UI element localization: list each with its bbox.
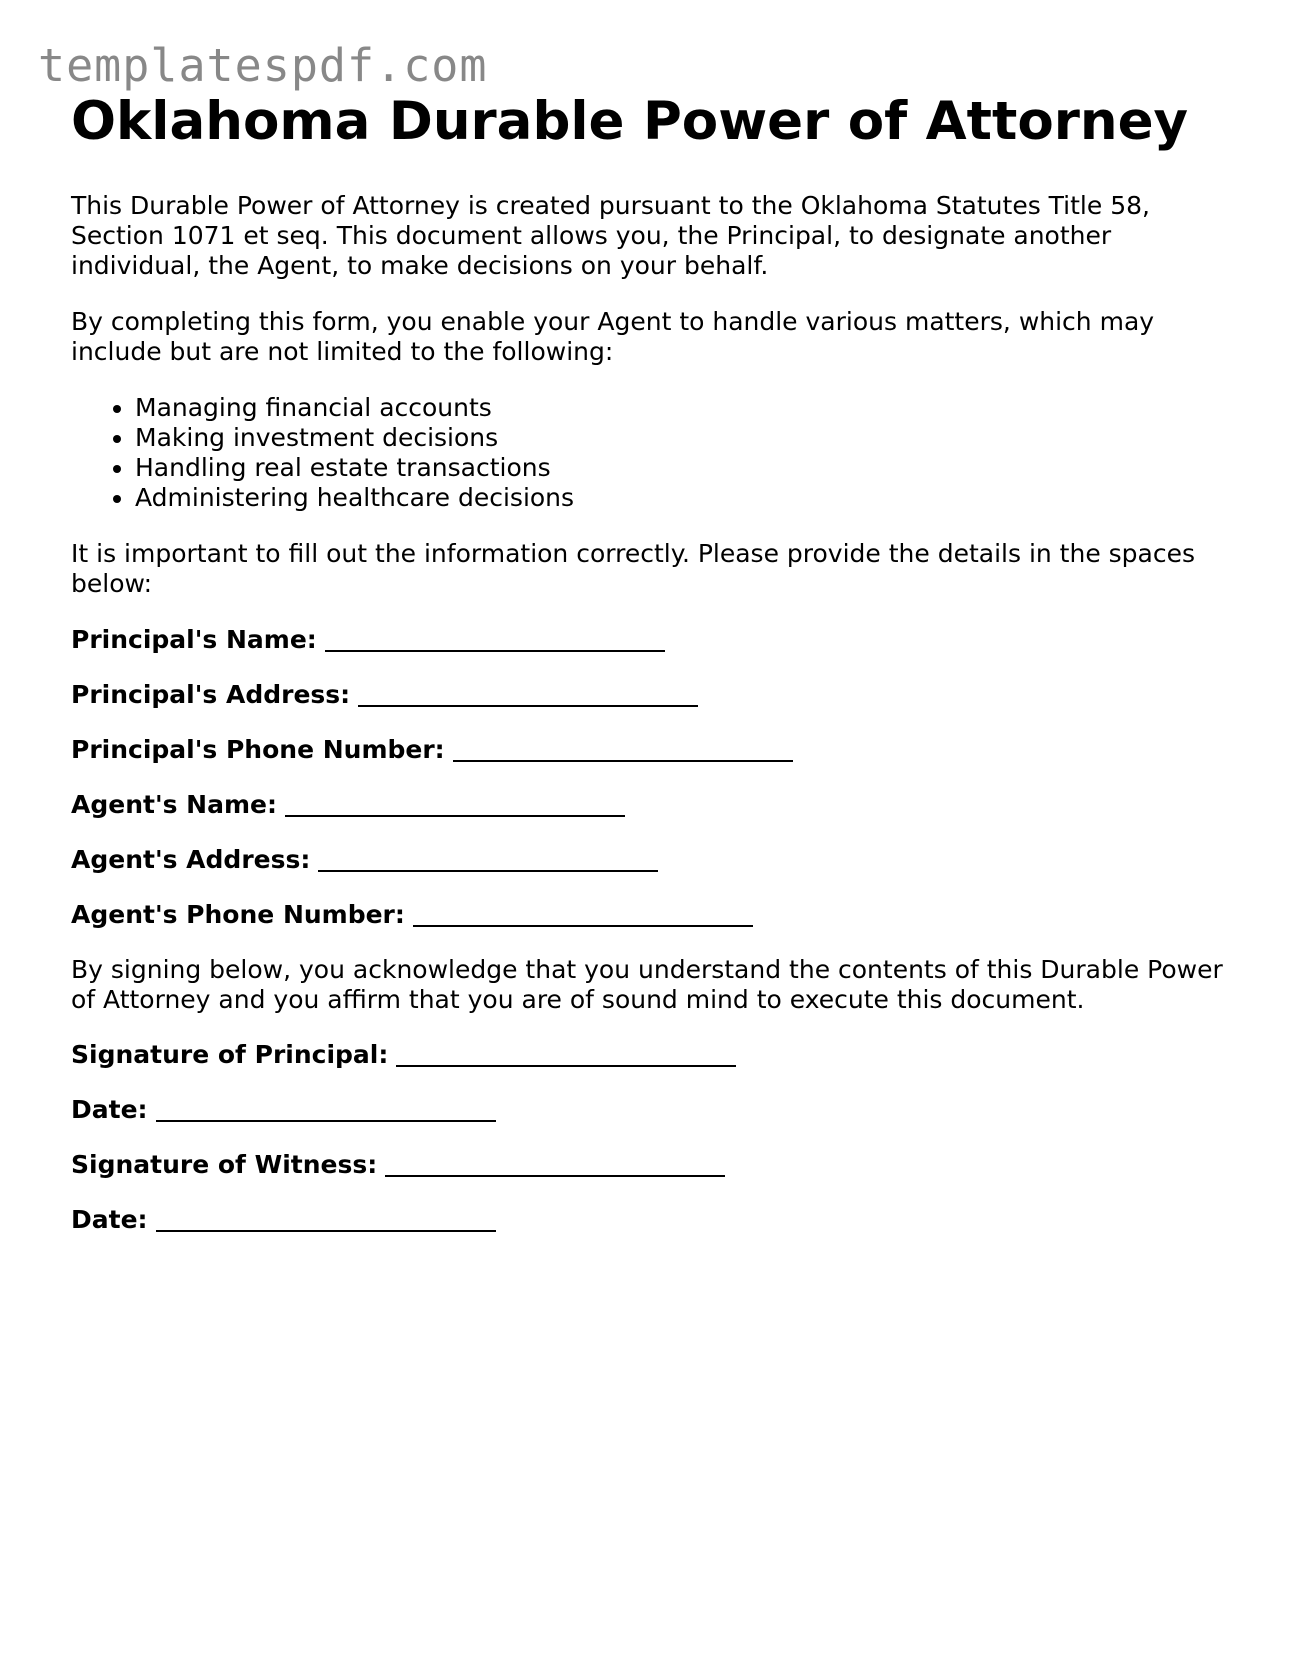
agent-address-blank[interactable]	[318, 870, 658, 872]
page-title: Oklahoma Durable Power of Attorney	[71, 91, 1189, 152]
signature-fields	[71, 1040, 1231, 1235]
agent-phone-label: Agent's Phone Number:	[71, 900, 405, 929]
witness-date-label: Date:	[71, 1205, 148, 1234]
list-item: • Administering healthcare decisions	[135, 483, 1231, 513]
principal-address-label: Principal's Address:	[71, 680, 351, 709]
agent-name-label: Agent's Name:	[71, 790, 277, 819]
principal-name-field	[71, 625, 1231, 655]
acknowledgement-paragraph: By signing below, you acknowledge that you understand the contents of this Durable Power of Attorney and you affirm that you are of sound mind to execute this document.	[71, 955, 1223, 1014]
principal-phone-label: Principal's Phone Number:	[71, 735, 445, 764]
lead-paragraph: By completing this form, you enable your Agent to handle various matters, which may include but are not limited to the following:	[71, 307, 1155, 366]
principal-name-label: Principal's Name:	[71, 625, 317, 654]
agent-phone-blank[interactable]	[413, 925, 753, 927]
instructions-paragraph: It is important to fill out the information correctly. Please provide the details in the spaces below:	[71, 539, 1196, 598]
intro-paragraph: This Durable Power of Attorney is created pursuant to the Oklahoma Statutes Title 58, Section 1071 et seq. This document allows you, the Principal, to designate another individual, the Agent, to make decisions on your behalf.	[71, 191, 1150, 280]
agent-phone-field	[71, 900, 1231, 930]
party-fields	[71, 625, 1231, 930]
principal-signature-blank[interactable]	[396, 1065, 736, 1067]
list-item: • Making investment decisions	[135, 423, 1231, 453]
agent-address-label: Agent's Address:	[71, 845, 311, 874]
witness-date-field	[71, 1205, 1231, 1235]
principal-phone-field	[71, 735, 1231, 765]
principal-date-field	[71, 1095, 1231, 1125]
principal-date-blank[interactable]	[156, 1120, 496, 1122]
list-item: • Managing financial accounts	[135, 393, 1231, 423]
witness-signature-field	[71, 1150, 1231, 1180]
witness-date-blank[interactable]	[156, 1230, 496, 1232]
principal-signature-label: Signature of Principal:	[71, 1040, 389, 1069]
agent-name-field	[71, 790, 1231, 820]
principal-name-blank[interactable]	[325, 650, 665, 652]
list-item: • Handling real estate transactions	[135, 453, 1231, 483]
agent-address-field	[71, 845, 1231, 875]
principal-signature-field	[71, 1040, 1231, 1070]
principal-address-blank[interactable]	[358, 705, 698, 707]
matters-list	[71, 393, 1231, 513]
principal-phone-blank[interactable]	[453, 760, 793, 762]
document-page	[71, 90, 1231, 1260]
agent-name-blank[interactable]	[285, 815, 625, 817]
principal-address-field	[71, 680, 1231, 710]
principal-date-label: Date:	[71, 1095, 148, 1124]
witness-signature-label: Signature of Witness:	[71, 1150, 378, 1179]
witness-signature-blank[interactable]	[385, 1175, 725, 1177]
watermark: templatespdf.com	[38, 39, 488, 92]
